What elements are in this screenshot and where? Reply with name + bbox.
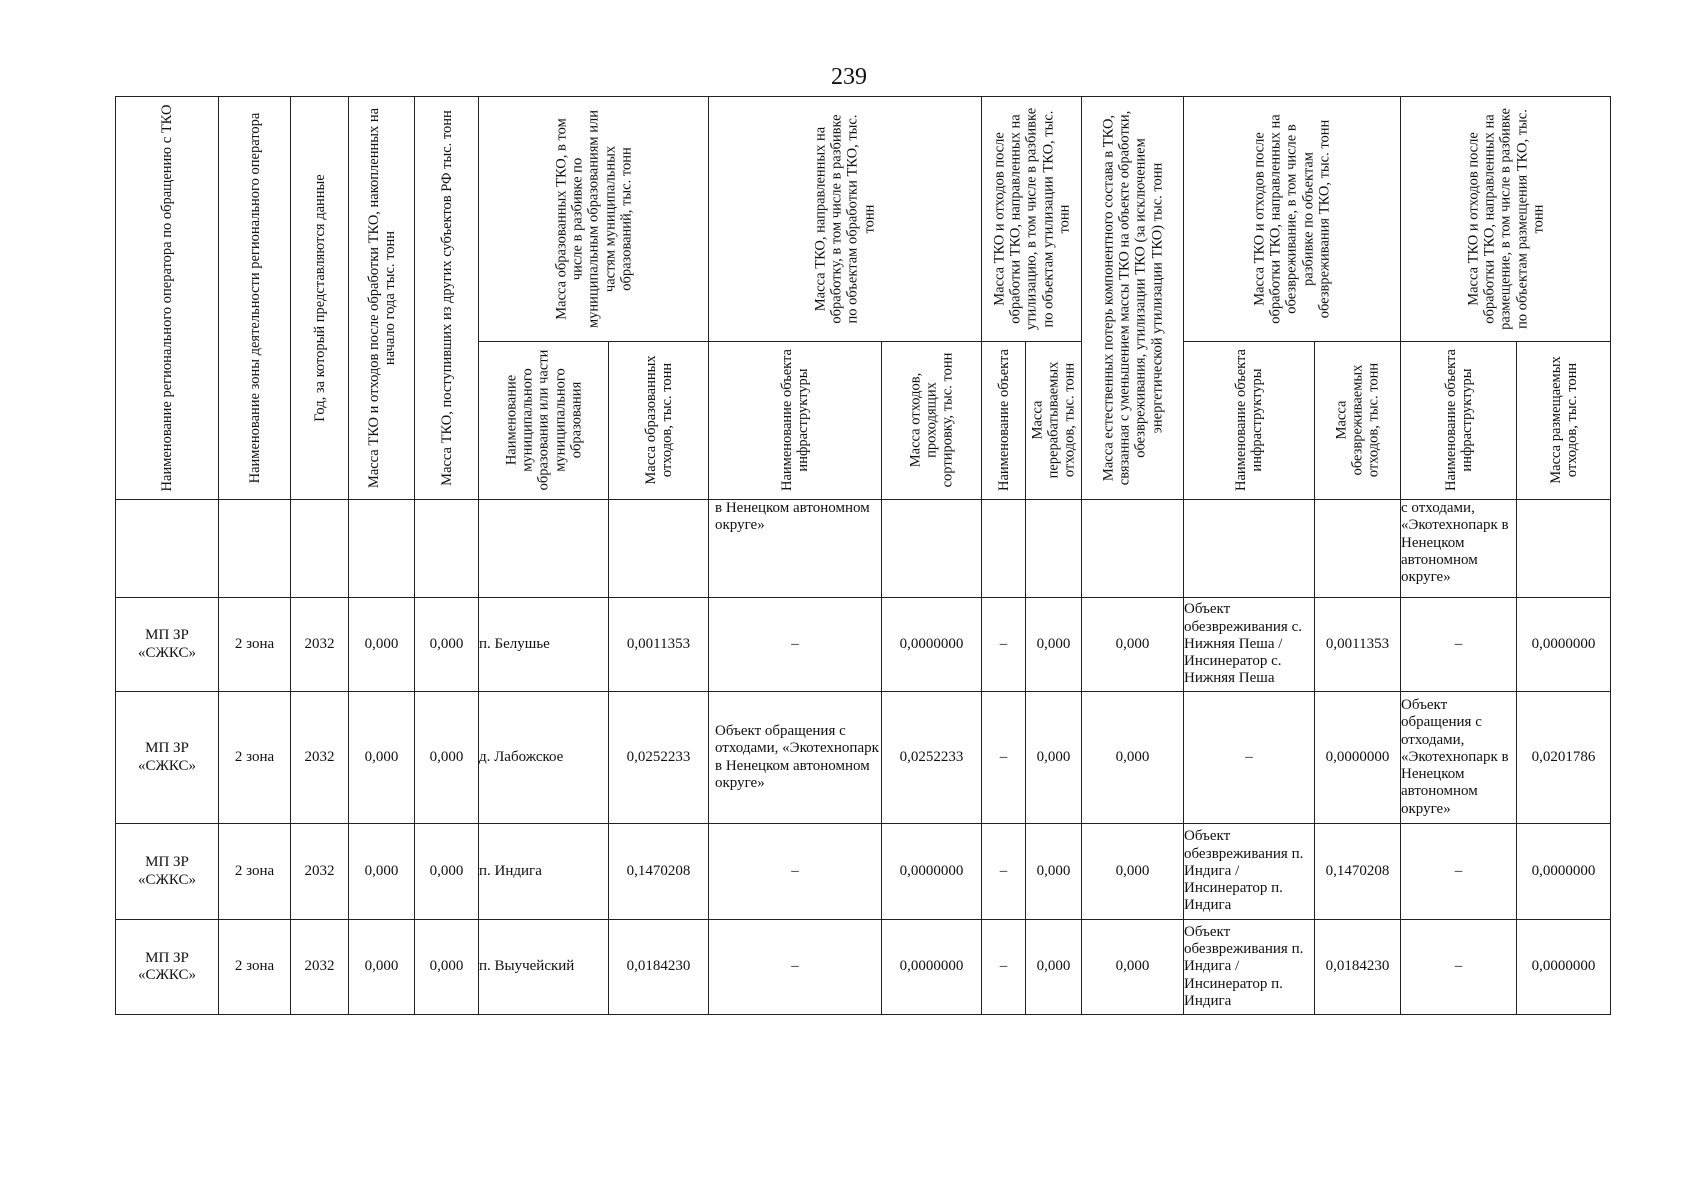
header-sub-neutral-mass: Масса обезвреживаемых отходов, тыс. тонн [1315, 341, 1401, 499]
header-sub-generated-mass: Масса образованных отходов, тыс. тонн [609, 341, 709, 499]
neutral-object-cell: – [1184, 692, 1315, 824]
municipality-cell: п. Выучейский [479, 920, 609, 1015]
header-received: Масса ТКО, поступивших из других субъектов РФ тыс. тонн [415, 97, 479, 500]
header-processing-group: Масса ТКО, направленных на обработку, в том числе в разбивке по объектам обработки ТКО, тыс. тонн [709, 97, 982, 342]
header-generated-group: Масса образованных ТКО, в том числе в разбивке по муниципальным образованиям или частям муниципальных образований, тыс. тонн [479, 97, 709, 342]
neutral-mass-cell: 0,0000000 [1315, 692, 1401, 824]
header-sub-sorting-mass: Масса отходов, проходящих сортировку, тыс. тонн [882, 341, 982, 499]
util-mass-cell: 0,000 [1026, 920, 1082, 1015]
util-object-cell: – [982, 598, 1026, 692]
header-accumulated: Масса ТКО и отходов после обработки ТКО, накопленных на начало года тыс. тонн [349, 97, 415, 500]
losses-cell: 0,000 [1082, 692, 1184, 824]
place-mass-cell: 0,0201786 [1517, 692, 1611, 824]
sorting-cell: 0,0000000 [882, 824, 982, 920]
accumulated-cell: 0,000 [349, 824, 415, 920]
accumulated-cell: 0,000 [349, 598, 415, 692]
generated-cell: 0,0011353 [609, 598, 709, 692]
header-losses: Масса естественных потерь компонентного состава в ТКО, связанная с уменьшением массы ТКО на объекте обработки, обезвреживания, утилизации ТКО (за исключением энергетической утилизации ТКО) тыс. тонн [1082, 97, 1184, 500]
processing-object-cell: – [709, 598, 882, 692]
util-mass-cell: 0,000 [1026, 692, 1082, 824]
operator-cell: МП ЗР «СЖКС» [116, 692, 219, 824]
continuation-row [116, 500, 1611, 598]
table-row [116, 598, 1611, 692]
header-sub-place-infra: Наименование объекта инфраструктуры [1401, 341, 1517, 499]
zone-cell: 2 зона [219, 692, 291, 824]
neutral-mass-cell: 0,1470208 [1315, 824, 1401, 920]
header-sub-object-name: Наименование объекта [982, 341, 1026, 499]
accumulated-cell: 0,000 [349, 920, 415, 1015]
header-sub-place-mass: Масса размещаемых отходов, тыс. тонн [1517, 341, 1611, 499]
municipality-cell: п. Индига [479, 824, 609, 920]
waste-data-table [115, 96, 1611, 1015]
neutral-mass-cell: 0,0011353 [1315, 598, 1401, 692]
place-mass-cell: 0,0000000 [1517, 824, 1611, 920]
neutral-object-cell: Объект обезвреживания п. Индига / Инсинератор п. Индига [1184, 824, 1315, 920]
page-number: 239 [831, 64, 867, 90]
generated-cell: 0,1470208 [609, 824, 709, 920]
util-object-cell: – [982, 824, 1026, 920]
year-cell: 2032 [291, 824, 349, 920]
zone-cell: 2 зона [219, 824, 291, 920]
processing-object-cell: Объект обращения с отходами, «Экотехнопарк в Ненецком автономном округе» [709, 692, 882, 824]
util-object-cell: – [982, 920, 1026, 1015]
sorting-cell: 0,0000000 [882, 598, 982, 692]
received-cell: 0,000 [415, 824, 479, 920]
place-object-cell: – [1401, 598, 1517, 692]
processing-object-cell: – [709, 824, 882, 920]
losses-cell: 0,000 [1082, 824, 1184, 920]
continuation-placement-object: с отходами, «Экотехнопарк в Ненецком автономном округе» [1401, 500, 1517, 598]
neutral-object-cell: Объект обезвреживания п. Индига / Инсинератор п. Индига [1184, 920, 1315, 1015]
losses-cell: 0,000 [1082, 598, 1184, 692]
header-sub-municipality: Наименование муниципального образования или части муниципального образования [479, 341, 609, 499]
generated-cell: 0,0184230 [609, 920, 709, 1015]
municipality-cell: п. Белушье [479, 598, 609, 692]
year-cell: 2032 [291, 920, 349, 1015]
header-zone: Наименование зоны деятельности регионального оператора [219, 97, 291, 500]
util-mass-cell: 0,000 [1026, 598, 1082, 692]
zone-cell: 2 зона [219, 920, 291, 1015]
place-mass-cell: 0,0000000 [1517, 920, 1611, 1015]
header-operator: Наименование регионального оператора по обращению с ТКО [116, 97, 219, 500]
received-cell: 0,000 [415, 920, 479, 1015]
header-row-1 [116, 97, 1611, 342]
processing-object-cell: – [709, 920, 882, 1015]
received-cell: 0,000 [415, 598, 479, 692]
table-row [116, 692, 1611, 824]
place-object-cell: Объект обращения с отходами, «Экотехнопарк в Ненецком автономном округе» [1401, 692, 1517, 824]
operator-cell: МП ЗР «СЖКС» [116, 598, 219, 692]
header-neutralization-group: Масса ТКО и отходов после обработки ТКО, направленных на обезвреживание, в том числе в разбивке по объектам обезвреживания ТКО, тыс. тонн [1184, 97, 1401, 342]
place-mass-cell: 0,0000000 [1517, 598, 1611, 692]
place-object-cell: – [1401, 920, 1517, 1015]
losses-cell: 0,000 [1082, 920, 1184, 1015]
neutral-object-cell: Объект обезвреживания с. Нижняя Пеша / Инсинератор с. Нижняя Пеша [1184, 598, 1315, 692]
place-object-cell: – [1401, 824, 1517, 920]
continuation-processing-object: в Ненецком автономном округе» [709, 500, 882, 598]
year-cell: 2032 [291, 598, 349, 692]
table-row [116, 920, 1611, 1015]
accumulated-cell: 0,000 [349, 692, 415, 824]
neutral-mass-cell: 0,0184230 [1315, 920, 1401, 1015]
header-year: Год, за который представляются данные [291, 97, 349, 500]
zone-cell: 2 зона [219, 598, 291, 692]
generated-cell: 0,0252233 [609, 692, 709, 824]
operator-cell: МП ЗР «СЖКС» [116, 824, 219, 920]
municipality-cell: д. Лабожское [479, 692, 609, 824]
util-mass-cell: 0,000 [1026, 824, 1082, 920]
header-sub-processed-mass: Масса перерабатываемых отходов, тыс. тонн [1026, 341, 1082, 499]
year-cell: 2032 [291, 692, 349, 824]
util-object-cell: – [982, 692, 1026, 824]
header-placement-group: Масса ТКО и отходов после обработки ТКО, направленных на размещение, в том числе в разбивке по объектам размещения ТКО, тыс. тонн [1401, 97, 1611, 342]
header-sub-infra-name: Наименование объекта инфраструктуры [709, 341, 882, 499]
received-cell: 0,000 [415, 692, 479, 824]
sorting-cell: 0,0252233 [882, 692, 982, 824]
header-sub-neutral-infra: Наименование объекта инфраструктуры [1184, 341, 1315, 499]
table-row [116, 824, 1611, 920]
operator-cell: МП ЗР «СЖКС» [116, 920, 219, 1015]
sorting-cell: 0,0000000 [882, 920, 982, 1015]
header-utilization-group: Масса ТКО и отходов после обработки ТКО, направленных на утилизацию, в том числе в разбивке по объектам утилизации ТКО, тыс. тонн [982, 97, 1082, 342]
